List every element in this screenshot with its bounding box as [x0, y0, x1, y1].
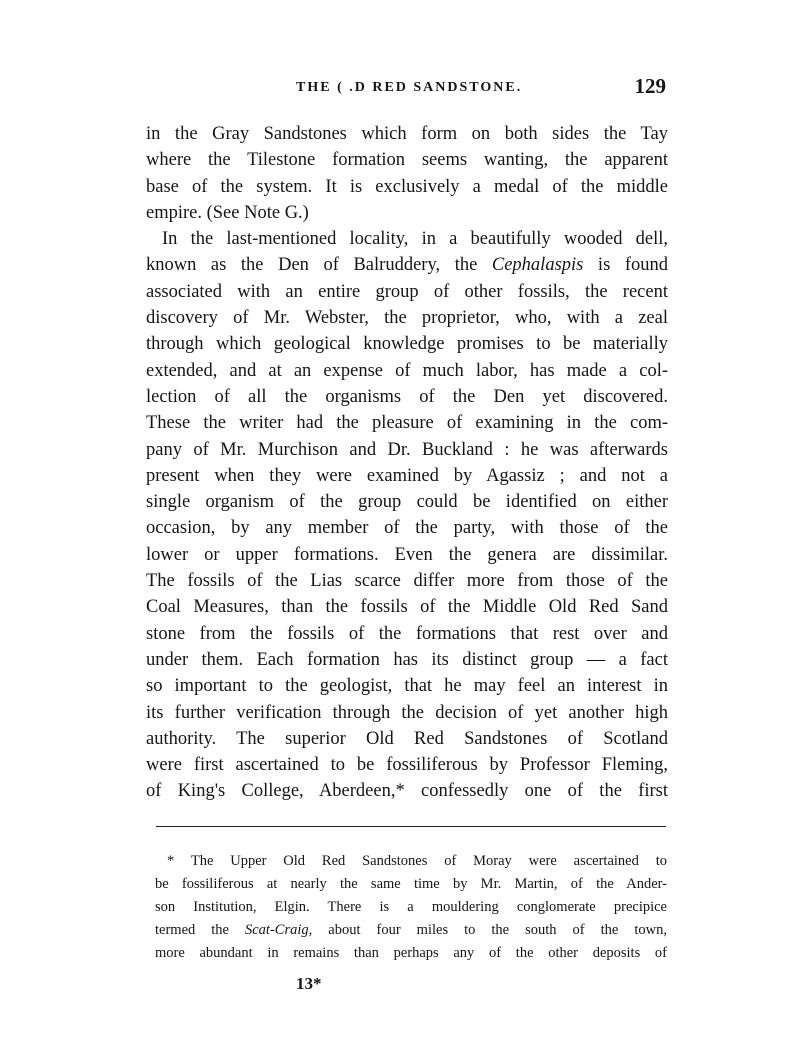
body-line: so important to the geologist, that he may feel an interest in: [146, 676, 668, 697]
body-line: These the writer had the pleasure of examining in the com-: [146, 413, 668, 434]
body-text: [146, 121, 668, 805]
body-text-span: is found: [583, 255, 669, 276]
body-line: under them. Each formation has its distinct group — a fact: [146, 649, 668, 670]
italic-term: Cephalaspis: [491, 255, 584, 276]
body-line: present when they were examined by Agassiz ; and not a: [146, 465, 668, 486]
body-line: pany of Mr. Murchison and Dr. Buckland : he was afterwards: [146, 439, 668, 460]
body-line: The fossils of the Lias scarce differ more from those of the: [146, 571, 668, 592]
footnote-line: son Institution, Elgin. There is a mouldering conglomerate precipice: [155, 899, 667, 915]
page-header: [146, 74, 666, 104]
body-line: of King's College, Aberdeen,* confessedly one of the first: [146, 781, 668, 802]
body-line: discovery of Mr. Webster, the proprietor, who, with a zeal: [146, 308, 668, 329]
body-line: were first ascertained to be fossiliferous by Professor Fleming,: [146, 755, 668, 776]
body-line: lection of all the organisms of the Den yet discovered.: [146, 386, 668, 407]
body-line: extended, and at an expense of much labor, has made a col-: [146, 360, 668, 381]
body-line: Coal Measures, than the fossils of the Middle Old Red Sand: [146, 597, 668, 618]
body-line: through which geological knowledge promises to be materially: [146, 334, 668, 355]
footnote-line: * The Upper Old Red Sandstones of Moray were ascertained to: [167, 853, 667, 869]
footnote-line-with-italic: [155, 919, 667, 942]
body-line: associated with an entire group of other fossils, the recent: [146, 281, 668, 302]
body-line: lower or upper formations. Even the genera are dissimilar.: [146, 544, 668, 565]
body-line: empire. (See Note G.): [146, 202, 309, 223]
footnote-line: be fossiliferous at nearly the same time by Mr. Martin, of the Ander-: [155, 876, 667, 892]
body-line: In the last-mentioned locality, in a beautifully wooded dell,: [162, 229, 668, 250]
body-line: stone from the fossils of the formations that rest over and: [146, 623, 668, 644]
page-number: 129: [634, 74, 666, 98]
footnote: [155, 850, 667, 965]
footnote-text-span: termed the: [155, 922, 245, 938]
running-title: THE ( .D RED SANDSTONE.: [296, 80, 523, 95]
body-line: single organism of the group could be identified on either: [146, 492, 668, 513]
footnote-text-span: about four miles to the south of the town,: [312, 922, 667, 938]
body-line: where the Tilestone formation seems wanting, the apparent: [146, 150, 668, 171]
body-line: its further verification through the decision of yet another high: [146, 702, 668, 723]
body-line: authority. The superior Old Red Sandstones of Scotland: [146, 728, 668, 749]
body-line: occasion, by any member of the party, with those of the: [146, 518, 668, 539]
italic-place-name: Scat-Craig,: [245, 922, 313, 938]
body-line: base of the system. It is exclusively a medal of the middle: [146, 176, 668, 197]
footnote-divider: [156, 826, 666, 827]
footnote-line: more abundant in remains than perhaps any of the other deposits of: [155, 945, 667, 961]
body-text-span: known as the Den of Balruddery, the: [146, 255, 492, 276]
body-line-with-italic: [146, 252, 668, 278]
signature-mark: 13*: [296, 974, 322, 993]
body-line: in the Gray Sandstones which form on both sides the Tay: [146, 124, 668, 144]
